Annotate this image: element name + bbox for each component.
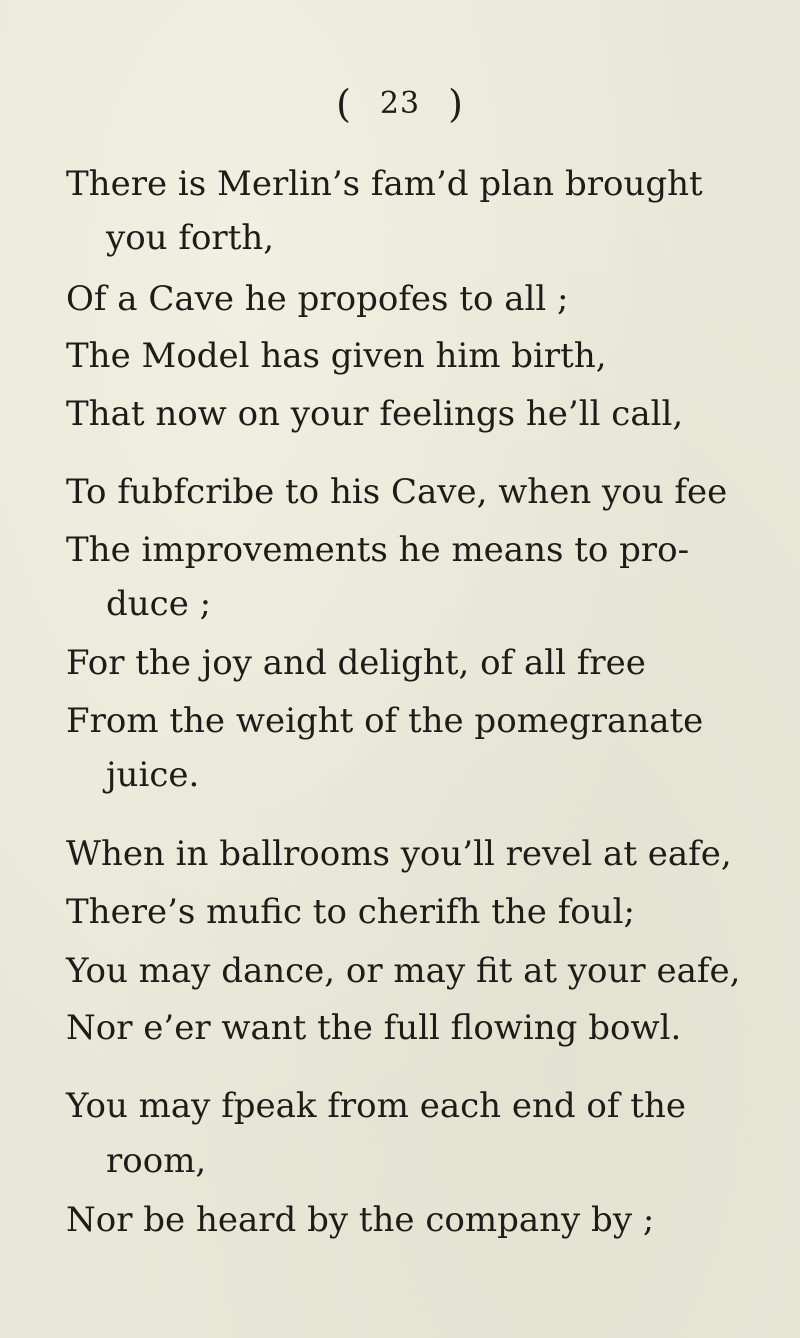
page-number: 23 xyxy=(379,86,421,121)
verse-line: Nor e’er want the full flowing bowl. xyxy=(66,1008,682,1048)
verse-line: To fubfcribe to his Cave, when you fee xyxy=(66,472,728,512)
verse-line: From the weight of the pomegranate xyxy=(66,701,704,741)
verse-line: There’s mufic to cherifh the foul; xyxy=(66,892,635,932)
verse-line: Of a Cave he propofes to all ; xyxy=(66,279,569,319)
verse-line: The improvements he means to pro- xyxy=(66,530,690,570)
verse-line: When in ballrooms you’ll revel at eafe, xyxy=(66,834,732,874)
verse-line: juice. xyxy=(106,755,200,795)
verse-line: duce ; xyxy=(106,584,212,624)
verse-line: Nor be heard by the company by ; xyxy=(66,1200,655,1240)
verse-line: The Model has given him birth, xyxy=(66,336,607,376)
close-paren: ) xyxy=(448,82,464,126)
verse-line: You may fpeak from each end of the xyxy=(66,1086,686,1126)
verse-line: room, xyxy=(106,1141,207,1181)
verse-line: you forth, xyxy=(106,218,275,258)
open-paren: ( xyxy=(336,82,352,126)
verse-line: That now on your feelings he’ll call, xyxy=(66,394,684,434)
page-header xyxy=(0,82,800,126)
verse-line: For the joy and delight, of all free xyxy=(66,643,646,683)
verse-line: There is Merlin’s fam’d plan brought xyxy=(66,164,703,204)
verse-line: You may dance, or may fit at your eafe, xyxy=(66,951,741,991)
